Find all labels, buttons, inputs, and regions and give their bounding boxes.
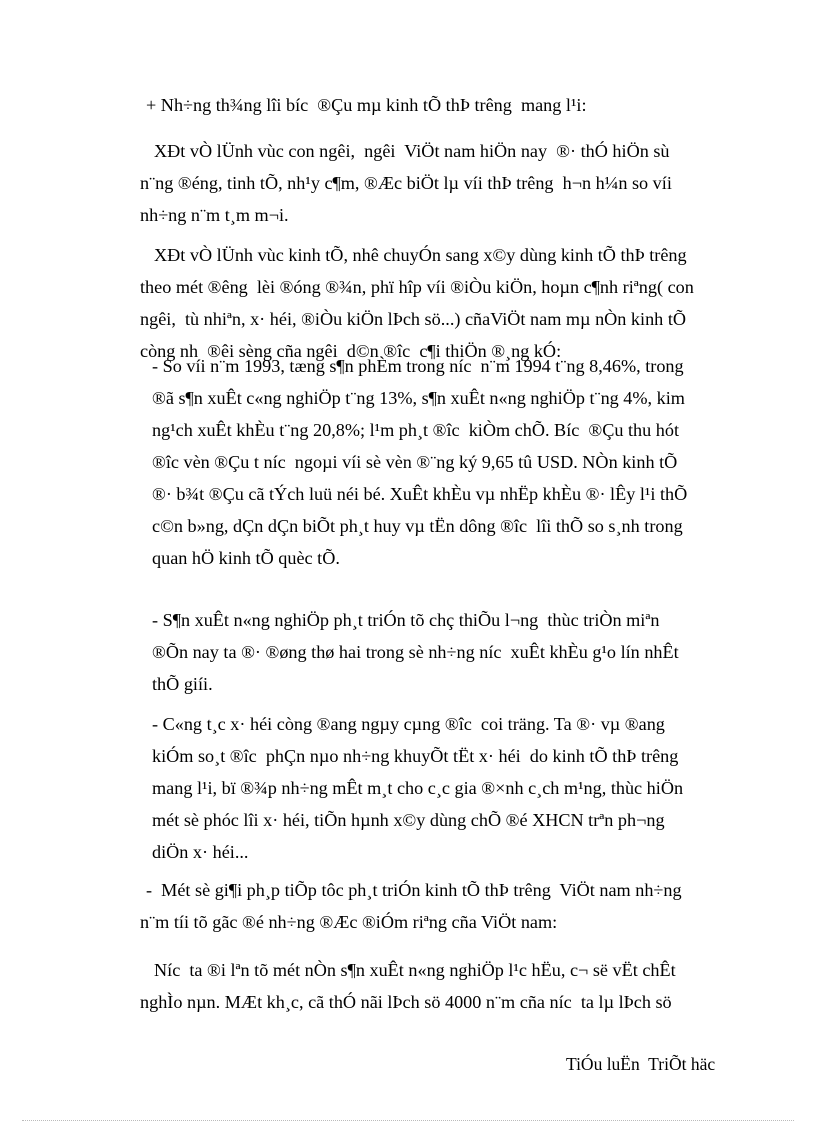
text-line: ngêi, tù nhiªn, x· héi, ®iÒu kiÖn lÞch sö...) cñaViÖt nam mµ nÒn kinh tÕ	[140, 309, 687, 329]
text-line: ng¹ch xuÊt khÈu t¨ng 20,8%; l¹m ph¸t ®îc kiÒm chÕ. Bíc ®Çu thu hót	[152, 420, 680, 440]
text-line: XÐt vÒ lÜnh vùc con ngêi, ngêi ViÖt nam hiÖn nay ®· thÓ hiÖn sù	[154, 141, 670, 161]
text-line: thÕ giíi.	[152, 674, 213, 694]
paragraph-starting-point	[140, 960, 676, 1044]
text-line: ®ã s¶n xuÊt c«ng nghiÖp t¨ng 13%, s¶n xuÊt n«ng nghiÖp t¨ng 4%, kim	[152, 388, 685, 408]
heading-solutions	[140, 880, 682, 964]
text-line: còng nh ®êi sèng cña ngêi d©n ®îc c¶i thiÖn ®¸ng kÓ:	[140, 341, 562, 361]
text-line: quan hÖ kinh tÕ quèc tÕ.	[152, 548, 340, 568]
text-line: XÐt vÒ lÜnh vùc kinh tÕ, nhê chuyÓn sang x©y dùng kinh tÕ thÞ trêng	[154, 245, 687, 265]
text-line: ®Õn nay ta ®· ®øng thø hai trong sè nh÷ng níc xuÊt khÈu g¹o lín nhÊt	[152, 642, 679, 662]
text-line: ®îc vèn ®Çu t níc ngoµi víi sè vèn ®¨ng ký 9,65 tû USD. NÒn kinh tÕ	[152, 452, 678, 472]
text-line: n¨m tíi tõ gãc ®é nh÷ng ®Æc ®iÓm riªng cña ViÖt nam:	[140, 912, 558, 932]
text-line: diÖn x· héi...	[152, 842, 249, 862]
text-line: nghÌo nµn. MÆt kh¸c, cã thÓ nãi lÞch sö 4000 n¨m cña níc ta lµ lÞch sö	[140, 992, 672, 1012]
text-line: - S¶n xuÊt n«ng nghiÖp ph¸t triÓn tõ chç thiÕu l¬ng thùc triÒn miªn	[152, 610, 660, 630]
paragraph-culture-field	[140, 141, 672, 246]
text-line: - So víi n¨m 1993, tæng s¶n phÈm trong níc n¨m 1994 t¨ng 8,46%, trong	[152, 356, 684, 376]
text-line: c©n b»ng, dÇn dÇn biÕt ph¸t huy vµ tËn dông ®îc lîi thÕ so s¸nh trong	[152, 516, 683, 536]
text-line: mét sè phóc lîi x· héi, tiÕn hµnh x©y dùng chÕ ®é XHCN trªn ph¬ng	[152, 810, 665, 830]
page-bottom-edge	[22, 1120, 794, 1121]
bullet-agriculture	[152, 610, 679, 715]
text-line: ®· b¾t ®Çu cã tÝch luü néi bé. XuÊt khÈu vµ nhËp khÈu ®· lÊy l¹i thÕ	[152, 484, 688, 504]
text-line: theo mét ®êng lèi ®óng ®¾n, phï hîp víi ®iÒu kiÖn, hoµn c¶nh riªng( con	[140, 277, 694, 297]
text-line: mang l¹i, bï ®¾p nh÷ng mÊt m¸t cho c¸c gia ®×nh c¸ch m¹ng, thùc hiÖn	[152, 778, 684, 798]
text-line: - Mét sè gi¶i ph¸p tiÕp tôc ph¸t triÓn kinh tÕ thÞ trêng ViÖt nam nh÷ng	[146, 880, 682, 900]
text-line: - C«ng t¸c x· héi còng ®ang ngµy cµng ®îc coi träng. Ta ®· vµ ®ang	[152, 714, 665, 734]
text-line: + Nh÷ng th¾ng lîi bíc ®Çu mµ kinh tÕ thÞ trêng mang l¹i:	[146, 95, 587, 115]
text-line: kiÓm so¸t ®îc phÇn nµo nh÷ng khuyÕt tËt x· héi do kinh tÕ thÞ trêng	[152, 746, 679, 766]
bullet-1994-growth	[152, 356, 688, 568]
text-line: Níc ta ®i lªn tõ mét nÒn s¶n xuÊt n«ng nghiÖp l¹c hËu, c¬ së vËt chÊt	[154, 960, 676, 980]
text-line: nh÷ng n¨m t¸m m¬i.	[140, 205, 289, 225]
bullet-social-work	[152, 714, 684, 862]
text-line: n¨ng ®éng, tinh tÕ, nh¹y c¶m, ®Æc biÖt lµ víi thÞ trêng h¬n h¼n so víi	[140, 173, 672, 193]
footer-title: TiÓu luËn TriÕt häc	[566, 1054, 716, 1074]
